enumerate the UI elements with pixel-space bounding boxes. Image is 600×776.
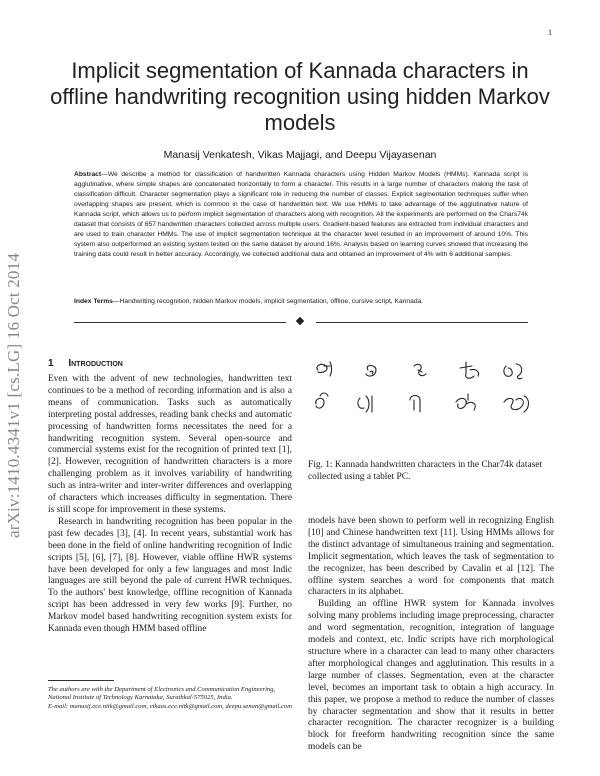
footnote-emails: E-mail: manasij.ece.nitk@gmail.com, vikaas.ece.nitk@gmail.com, deepu.senan@gmail.com — [48, 702, 292, 710]
handwritten-glyph — [358, 396, 372, 412]
index-terms-text: —Handwriting recognition, hidden Markov models, implicit segmentation, offline, cursive script, Kannada. — [112, 298, 424, 305]
paragraph: Research in handwriting recognition has been popular in the past few decades [3], [4]. In recent years, substantial work has been done in the field of online handwriting recognition of Indic scripts [5], [6], [7], [8]. However, viable offline HWR systems have been developed for only a few languages and most Indic languages are still beyond the pale of current HWR techniques. To the authors' best knowledge, offline recognition of Kannada script has been addressed in very few works [9]. Further, no Markov model based handwriting recognition system exists for Kannada even though HMM based offline — [48, 516, 292, 635]
abstract — [74, 170, 528, 260]
arxiv-stamp: arXiv:1410.4341v1 [cs.LG] 16 Oct 2014 — [4, 252, 23, 538]
paper-title: Implicit segmentation of Kannada characters in offline handwriting recognition using hidden Markov models — [50, 58, 550, 135]
handwritten-glyph — [504, 364, 522, 379]
paragraph: Even with the advent of new technologies, handwritten text continues to be a method of recording information and is also a means of communication. Tasks such as automatically interpreting postal addresses, reading bank checks and automatic processing of handwritten forms necessitates the need for a handwriting recognition system. Several open-source and commercial systems exist for the recognition of printed text [1], [2]. However, recognition of handwritten characters is a more challenging problem as it involves variability of handwriting such as intra-writer and inter-writer differences and overlapping of characters which increases difficulty in segmentation. There is still scope for improvement in these systems. — [48, 374, 292, 515]
figure-kannada-characters — [310, 360, 550, 428]
intro-column-left — [48, 374, 292, 636]
handwritten-glyph — [456, 394, 475, 410]
diamond-icon — [296, 317, 304, 325]
intro-column-right — [308, 516, 554, 754]
footnote-affiliation: The authors are with the Department of Electronics and Communication Engineering, National Institute of Technology Karnataka, Surathkal-575025, India. — [48, 686, 276, 702]
handwritten-glyph — [410, 396, 420, 413]
paragraph: models have been shown to perform well in recognizing English [10] and Chinese handwritten text [11]. Using HMMs allows for the distinct advantage of simultaneous training and segmentation. Implicit segmentation, which leaves the task of segmentation to the recognizer, has been described by Cavalin et al [12]. The offline system searches a word for components that match characters in its alphabet. — [308, 516, 554, 598]
figure-caption: Fig. 1: Kannada handwritten characters in the Char74k dataset collected using a tablet PC. — [308, 460, 543, 482]
index-terms-label: Index Terms — [74, 298, 113, 305]
abstract-text: —We describe a method for classification of handwritten Kannada characters using Hidden Markov Models (HMMs). Kannada script is agglutinative, where simple shapes are concatenated horizontally to form a character. This results in a large number of characters making the task of classification difficult. Character segmentation plays a significant role in reducing the number of classes. Explicit segmentation techniques suffer when overlapping shapes are present, which is common in the case of handwritten text. We use HMMs to take advantage of the agglutinative nature of Kannada script, which allows us to perform implicit segmentation of characters along with recognition. All the experiments are performed on the Chars74k dataset that consists of 657 handwritten characters collected across multiple users. Gradient-based features are extracted from individual characters and are used to train character HMMs. The use of implicit segmentation technique at the character level resulted in an improvement of around 10%. This system also outperformed an existing system tested on the same dataset by around 16%. Analysis based on learning curves showed that increasing the training data could result in better accuracy. Accordingly, we collected additional data and obtained an improvement of 4% with 6 additional samples. — [74, 171, 528, 258]
handwritten-glyph — [316, 393, 328, 408]
section-heading-introduction — [48, 358, 292, 369]
index-terms — [74, 297, 528, 307]
handwritten-glyph — [366, 366, 376, 377]
page-number: 1 — [548, 28, 552, 37]
footnote-rule — [48, 680, 114, 681]
author-list: Manasij Venkatesh, Vikas Majjagi, and Deepu Vijayasenan — [163, 149, 437, 161]
author-footnote — [48, 686, 292, 711]
section-separator — [74, 316, 528, 328]
section-title: Introduction — [68, 358, 123, 369]
paragraph: Building an offline HWR system for Kannada involves solving many problems including image preprocessing, character and word segmentation, recognition, integration of language models and context, etc. Indic scripts have rich morphological structure where in a character can lead to many other characters after morphological changes and agglutination. This results in a large number of classes. Segmentation, even at the character level, becomes an important task to obtain a high accuracy. In this paper, we propose a method to reduce the number of classes by character segmentation and show that it results in better character recognition. The character recognizer is a building block for freeform handwriting recognition since the same models can be — [308, 599, 554, 753]
handwritten-glyph — [317, 362, 332, 376]
abstract-label: Abstract — [74, 171, 102, 178]
handwritten-glyph — [460, 362, 479, 378]
handwritten-glyph — [414, 364, 426, 375]
section-number: 1 — [48, 358, 54, 369]
handwritten-glyph — [504, 396, 529, 412]
